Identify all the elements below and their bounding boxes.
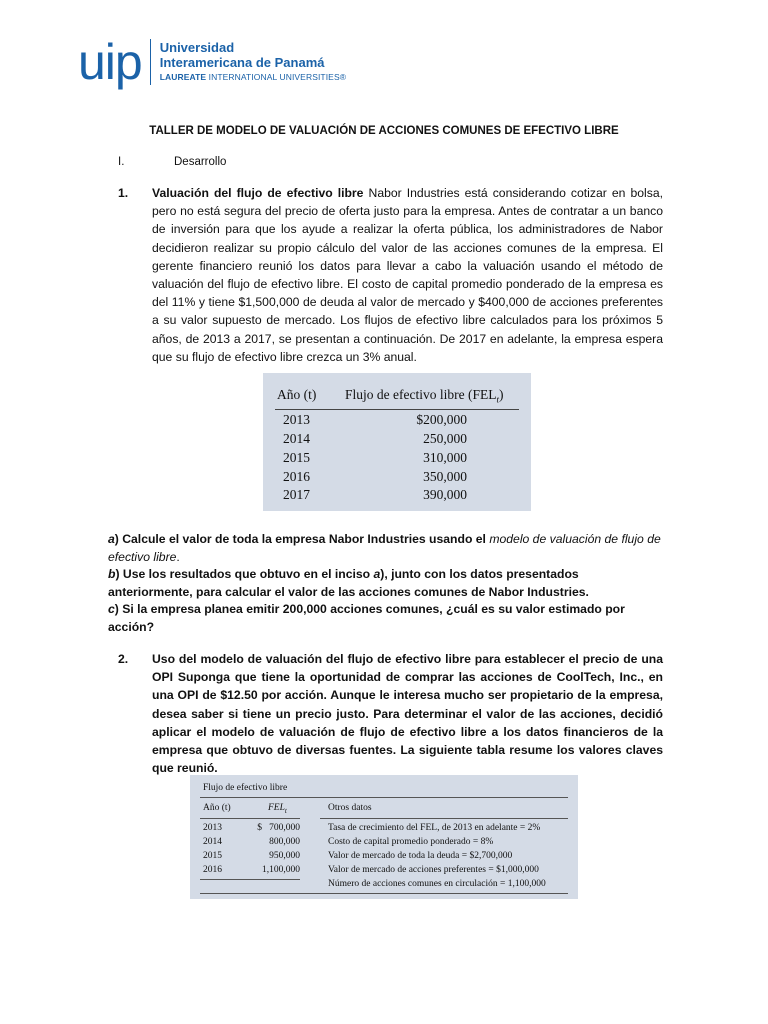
table2-other: Tasa de crecimiento del FEL, de 2013 en adelante = 2% xyxy=(328,823,541,833)
table1-value: $200,000 xyxy=(416,412,467,427)
table1-year: 2014 xyxy=(283,431,310,446)
logo-text xyxy=(160,41,346,83)
uip-logo-mark: uip xyxy=(78,34,142,90)
table1-value: 390,000 xyxy=(423,487,467,502)
table2-col-fel-sub: t xyxy=(284,806,287,815)
logo-line3-rest: INTERNATIONAL UNIVERSITIES® xyxy=(206,72,347,83)
table2-year: 2014 xyxy=(203,837,222,847)
part-a-end: . xyxy=(176,549,180,564)
part-a xyxy=(108,531,663,566)
table1-col-fel xyxy=(345,387,503,405)
question-2 xyxy=(118,650,663,777)
question-2-text: Uso del modelo de valuación del flujo de efectivo libre para establecer el precio de una OPI Suponga que tiene la oportunidad de comprar las acciones de CoolTech, Inc., en una OPI de $12.50 por acción. Aunque le interesa mucho ser propietario de la empresa, desea saber si tiene un precio justo. Para determinar el valor de las acciones, decidió aplicar el modelo de valuación de flujo de efectivo libre a los datos financieros de la empresa que obtuvo de diversas fuentes. La siguiente tabla resume los valores claves que reunió. xyxy=(152,652,663,776)
document-title: TALLER DE MODELO DE VALUACIÓN DE ACCIONES COMUNES DE EFECTIVO LIBRE xyxy=(149,125,619,137)
table2-year: 2016 xyxy=(203,865,222,875)
table2-col-other: Otros datos xyxy=(328,803,372,813)
table2-header-rule-right xyxy=(320,818,568,819)
table2-col-fel-label: FEL xyxy=(268,803,285,813)
section-number: I. xyxy=(118,156,125,168)
table-row xyxy=(263,412,531,430)
fel-table-2 xyxy=(190,775,578,899)
part-b xyxy=(108,566,663,601)
question-1-lead: Valuación del flujo de efectivo libre xyxy=(152,186,364,200)
table1-value: 250,000 xyxy=(423,431,467,446)
fel-table-1 xyxy=(263,373,531,511)
table2-col-year: Año (t) xyxy=(203,803,231,813)
table-row xyxy=(263,450,531,468)
table2-other: Número de acciones comunes en circulación = 1,100,000 xyxy=(328,879,546,889)
table1-year: 2013 xyxy=(283,412,310,427)
table-row xyxy=(263,487,531,505)
question-1-body: Nabor Industries está considerando cotizar en bolsa, pero no está segura del precio de oferta justo para la empresa. Antes de contratar a un banco de inversión para que los ayude a realizar la oferta pública, los administradores de Nabor decidieron realizar su propio cálculo del valor de las acciones comunes de la empresa. El gerente financiero reunió los datos para llevar a cabo la valuación usando el método de valuación del flujo de efectivo libre. El costo de capital promedio ponderado de la empresa es del 11% y tiene $1,500,000 de deuda al valor de mercado y $400,000 de acciones preferentes a su valor supuesto de mercado. Los flujos de efectivo libre calculados para los próximos 5 años, de 2013 a 2017, se presentan a continuación. De 2017 en adelante, la empresa espera que su flujo de efectivo libre crezca un 3% anual. xyxy=(152,186,663,364)
logo-divider xyxy=(150,39,151,85)
part-c-text: ) Si la empresa planea emitir 200,000 acciones comunes, ¿cuál es su valor estimado por acción? xyxy=(108,602,625,634)
table2-year: 2013 xyxy=(203,823,222,833)
table2-fel: $ 700,000 xyxy=(257,823,300,833)
logo-line3 xyxy=(160,73,346,83)
table2-other: Valor de mercado de toda la deuda = $2,700,000 xyxy=(328,851,513,861)
part-a-italic: modelo de valuación de flujo de efectivo libre xyxy=(108,532,661,564)
question-1-number: 1. xyxy=(118,186,129,200)
table2-fel: 1,100,000 xyxy=(262,865,300,875)
table2-bottom-rule-left xyxy=(200,879,300,880)
table-row xyxy=(263,469,531,487)
table2-col-fel xyxy=(268,803,287,815)
table2-caption: Flujo de efectivo libre xyxy=(203,783,288,793)
part-c-label: c xyxy=(108,602,115,617)
part-a-text: ) Calcule el valor de toda la empresa Nabor Industries usando el xyxy=(114,532,490,546)
table1-year: 2015 xyxy=(283,450,310,465)
table1-value: 310,000 xyxy=(423,450,467,465)
table2-other: Costo de capital promedio ponderado = 8% xyxy=(328,837,494,847)
logo-line2: Interamericana de Panamá xyxy=(159,55,325,71)
table2-other: Valor de mercado de acciones preferentes = $1,000,000 xyxy=(328,865,539,875)
part-b-ref: a xyxy=(373,567,381,582)
table-row xyxy=(263,431,531,449)
question-2-number: 2. xyxy=(118,652,129,666)
part-b-label: b xyxy=(108,567,116,582)
section-label: Desarrollo xyxy=(174,156,227,168)
question-1-text xyxy=(152,184,663,366)
table1-col-year: Año (t) xyxy=(277,387,317,402)
table2-bottom-rule xyxy=(200,893,568,894)
part-c xyxy=(108,601,663,636)
table1-header-rule xyxy=(275,409,519,410)
section-heading xyxy=(118,156,226,168)
table1-year: 2017 xyxy=(283,487,310,502)
table1-col-fel-label: Flujo de efectivo libre (FEL xyxy=(345,387,497,402)
question-1 xyxy=(118,184,663,366)
table2-top-rule xyxy=(200,797,568,798)
part-b-rest: ), junto con los datos presentados anteriormente, para calcular el valor de las acciones comunes de Nabor Industries. xyxy=(108,567,589,599)
university-logo xyxy=(78,36,346,88)
question-1-parts xyxy=(108,531,663,637)
table2-fel: 800,000 xyxy=(269,837,300,847)
part-b-text: ) Use los resultados que obtuvo en el inciso xyxy=(115,567,374,582)
table2-header-rule xyxy=(200,818,300,819)
table1-value: 350,000 xyxy=(423,469,467,484)
part-a-label: a xyxy=(108,532,115,546)
logo-line3-bold: LAUREATE xyxy=(159,72,207,83)
table1-year: 2016 xyxy=(283,469,310,484)
table1-col-fel-sub: t xyxy=(496,394,499,405)
logo-line1: Universidad xyxy=(159,40,235,56)
table1-col-fel-end: ) xyxy=(498,387,504,402)
table2-year: 2015 xyxy=(203,851,222,861)
table2-fel: 950,000 xyxy=(269,851,300,861)
